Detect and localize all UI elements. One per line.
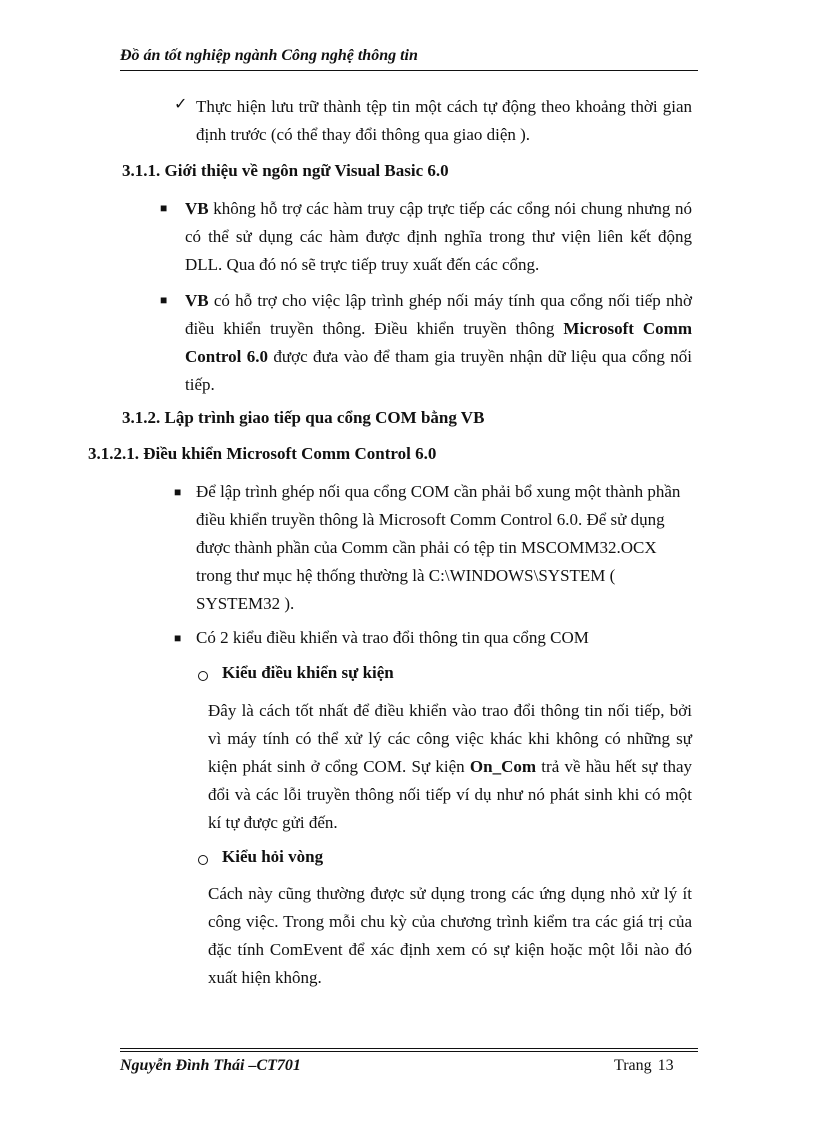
square-bullet-icon: ■	[160, 201, 168, 215]
section-312-heading: 3.1.2. Lập trình giao tiếp qua cổng COM bằng VB	[122, 408, 485, 427]
section-311-heading: 3.1.1. Giới thiệu về ngôn ngữ Visual Basic 6.0	[122, 161, 449, 180]
check-item-text: Thực hiện lưu trữ thành tệp tin một cách tự động theo khoảng thời gian định trước (có thể thay đổi thông qua giao diện ).	[196, 97, 692, 144]
square-bullet-icon: ■	[174, 485, 182, 499]
sub-event-driven-text: Đây là cách tốt nhất để điều khiển vào trao đổi thông tin nối tiếp, bởi vì máy tính có thể xử lý các công việc khác khi không có những sự kiện phát sinh ở cổng COM. Sự kiện On_Com trả về hầu hết sự thay đổi và các lỗi truyền thông nối tiếp ví dụ như nó phát sinh khi có một kí tự được gửi đến.	[208, 701, 692, 832]
section-311-bullet-1: VB không hỗ trợ các hàm truy cập trực tiếp các cổng nói chung nhưng nó có thể sử dụng các hàm được định nghĩa trong thư viện liên kết động DLL. Qua đó nó sẽ trực tiếp truy xuất đến các cổng.	[185, 199, 692, 274]
page-number: 13	[657, 1057, 674, 1074]
header-title: Đồ án tốt nghiệp ngành Công nghệ thông tin	[120, 47, 418, 64]
circle-bullet-icon	[198, 671, 208, 681]
section-3121-heading: 3.1.2.1. Điều khiển Microsoft Comm Control 6.0	[88, 444, 437, 463]
section-3121-bullet-2: Có 2 kiểu điều khiển và trao đổi thông tin qua cổng COM	[196, 628, 589, 647]
sub-heading-polling: Kiểu hỏi vòng	[222, 847, 324, 866]
header-rule	[120, 70, 698, 71]
sub-heading-event-driven: Kiểu điều khiển sự kiện	[222, 663, 394, 682]
footer-page	[614, 1057, 674, 1075]
page-label: Trang	[614, 1057, 652, 1074]
section-311-bullet-2: VB có hỗ trợ cho việc lập trình ghép nối máy tính qua cổng nối tiếp nhờ điều khiển truyền thông. Điều khiển truyền thông Microsoft Comm Control 6.0 được đưa vào để tham gia truyền nhận dữ liệu qua cổng nối tiếp.	[185, 291, 692, 394]
sub-polling-text: Cách này cũng thường được sử dụng trong các ứng dụng nhỏ xử lý ít công việc. Trong mỗi chu kỳ của chương trình kiểm tra các giá trị của đặc tính ComEvent để xác định xem có sự kiện hoặc một lỗi nào đó xuất hiện không.	[208, 884, 692, 987]
checkmark-icon: ✓	[174, 96, 188, 113]
footer-rule	[120, 1051, 698, 1052]
circle-bullet-icon	[198, 855, 208, 865]
square-bullet-icon: ■	[160, 293, 168, 307]
footer-rule	[120, 1048, 698, 1049]
square-bullet-icon: ■	[174, 631, 182, 645]
section-3121-bullet-1: Để lập trình ghép nối qua cổng COM cần phải bổ xung một thành phần điều khiển truyền thông là Microsoft Comm Control 6.0. Để sử dụng được thành phần của Comm cần phải có tệp tin MSCOMM32.OCX trong thư mục hệ thống thường là C:\WINDOWS\SYSTEM ( SYSTEM32 ).	[196, 482, 681, 613]
footer-author: Nguyễn Đình Thái –CT701	[120, 1057, 301, 1074]
